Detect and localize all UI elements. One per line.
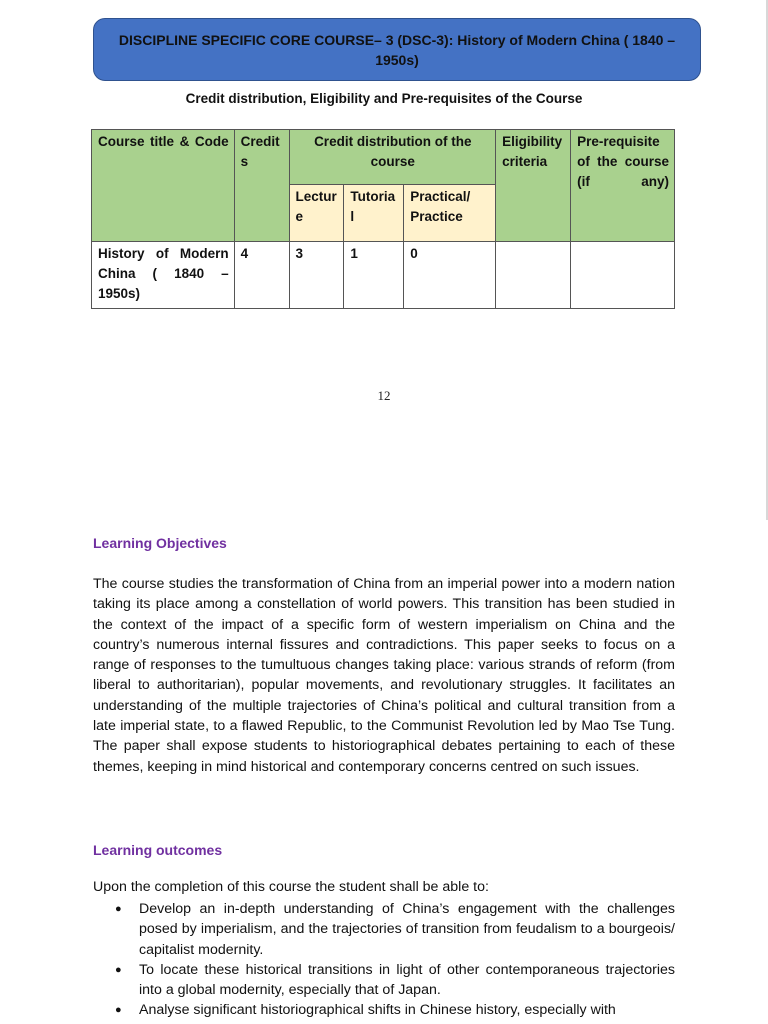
- learning-objectives-text: The course studies the transformation of China from an imperial power into a modern nation taking its place among a constellation of world powers. This transition has been studied in the context of the impact of a specific form of western imperialism on China and the country’s numerous internal fissures and contradictions. This paper seeks to focus on a range of responses to the tumultuous changes taking place: various strands of reform (from liberal to authoritarian), popular movements, and revolutionary struggles. It facilitates an understanding of the multiple trajectories of China’s political and cultural transition from a late imperial state, to a flawed Republic, to the Communist Revolution led by Mao Tse Tung. The paper shall expose students to historiographical debates pertaining to each of these themes, keeping in mind historical and contemporary concerns centred on such issues.: [93, 576, 675, 775]
- header-lecture: Lecture: [289, 185, 344, 242]
- outcome-text: To locate these historical transitions in light of other contemporaneous trajectories into a global modernity, especially that of Japan.: [139, 961, 675, 999]
- cell-tutorial: 1: [344, 242, 404, 309]
- bullet-icon: ●: [115, 1004, 122, 1017]
- bullet-icon: ●: [115, 963, 122, 976]
- header-tutorial: Tutorial: [344, 185, 404, 242]
- course-title: DISCIPLINE SPECIFIC CORE COURSE– 3 (DSC-3): History of Modern China ( 1840 – 1950s): [118, 31, 676, 68]
- cell-practical: 0: [404, 242, 496, 309]
- header-prerequisite: Pre-requisite of the course (if any): [577, 134, 669, 189]
- cell-eligibility: [496, 242, 571, 309]
- page-number: 12: [377, 388, 391, 403]
- bullet-icon: ●: [115, 903, 122, 915]
- outcome-text: Develop an in-depth understanding of China’s engagement with the challenges posed by imperialism, and the trajectories of transition from feudalism to a bourgeois/ capitalist modernity.: [139, 901, 675, 958]
- credit-distribution-table: [91, 129, 675, 309]
- header-credit-distribution: Credit distribution of the course: [289, 130, 496, 185]
- list-item: [93, 899, 675, 960]
- list-item: [93, 1000, 675, 1020]
- cell-credits: 4: [234, 242, 289, 309]
- learning-outcomes-heading: Learning outcomes: [93, 842, 223, 858]
- cell-course-title: History of Modern China ( 1840 – 1950s): [92, 242, 235, 309]
- outcome-text: Analyse significant historiographical shifts in Chinese history, especially with: [139, 1002, 616, 1019]
- list-item: [93, 960, 675, 1001]
- course-title-box: [93, 18, 701, 81]
- header-eligibility: Eligibility criteria: [496, 130, 571, 242]
- learning-objectives-heading: Learning Objectives: [93, 535, 227, 551]
- learning-outcomes-intro: Upon the completion of this course the student shall be able to:: [93, 879, 489, 895]
- learning-outcomes-list: [93, 899, 675, 1021]
- cell-prerequisite: [571, 242, 675, 309]
- header-course-title-code: Course title & Code: [92, 130, 235, 242]
- cell-lecture: 3: [289, 242, 344, 309]
- table-caption: Credit distribution, Eligibility and Pre-requisites of the Course: [185, 91, 583, 106]
- header-practical: Practical/ Practice: [404, 185, 496, 242]
- header-credits: Credits: [234, 130, 289, 242]
